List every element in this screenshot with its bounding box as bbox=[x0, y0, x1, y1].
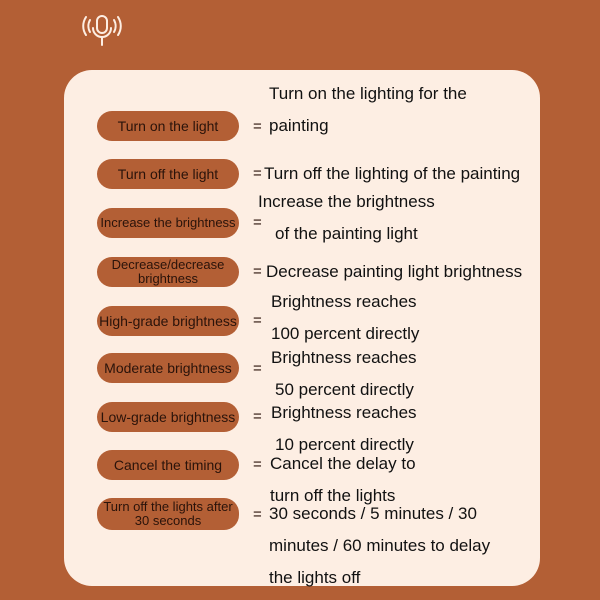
microphone-icon bbox=[82, 12, 122, 50]
command-description: Cancel the delay to turn off the lights bbox=[270, 454, 416, 505]
command-pill-moderate: Moderate brightness bbox=[97, 353, 239, 383]
command-pill-turn-on: Turn on the light bbox=[97, 111, 239, 141]
equals-sign: = bbox=[253, 118, 262, 135]
command-description: Turn on the lighting for the painting bbox=[269, 84, 467, 135]
command-pill-low-grade: Low-grade brightness bbox=[97, 402, 239, 432]
command-description: Turn off the lighting of the painting bbox=[264, 164, 521, 183]
equals-sign: = bbox=[253, 165, 262, 182]
command-pill-increase: Increase the brightness bbox=[97, 208, 239, 238]
command-description: Brightness reaches 50 percent directly bbox=[271, 348, 417, 399]
equals-sign: = bbox=[253, 263, 262, 280]
command-description: 30 seconds / 5 minutes / 30 minutes / 60 minutes to delay the lights off bbox=[269, 504, 491, 587]
equals-sign: = bbox=[253, 312, 262, 329]
command-description: Brightness reaches 10 percent directly bbox=[271, 403, 417, 454]
equals-sign: = bbox=[253, 408, 262, 425]
command-pill-delay-off: Turn off the lights after 30 seconds bbox=[97, 498, 239, 530]
equals-sign: = bbox=[253, 456, 262, 473]
equals-sign: = bbox=[253, 214, 262, 231]
command-description: Increase the brightness of the painting light bbox=[258, 192, 435, 243]
equals-sign: = bbox=[253, 360, 262, 377]
command-pill-cancel-timing: Cancel the timing bbox=[97, 450, 239, 480]
command-pill-high-grade: High-grade brightness bbox=[97, 306, 239, 336]
command-description: Decrease painting light brightness bbox=[266, 262, 523, 281]
command-pill-turn-off: Turn off the light bbox=[97, 159, 239, 189]
equals-sign: = bbox=[253, 506, 262, 523]
command-pill-decrease: Decrease/decrease brightness bbox=[97, 257, 239, 287]
command-description: Brightness reaches 100 percent directly bbox=[271, 292, 420, 343]
